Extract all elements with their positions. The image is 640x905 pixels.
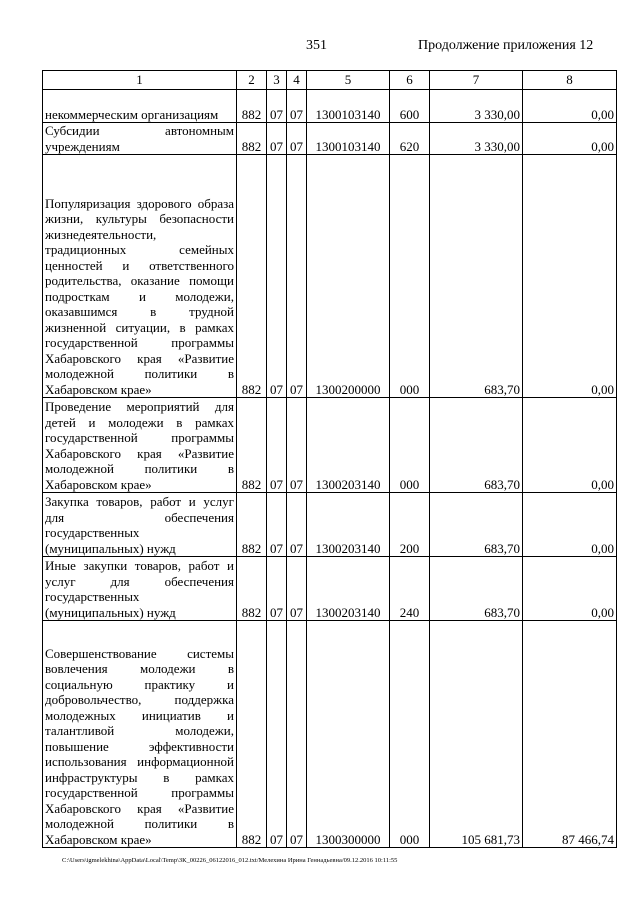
row-description: Популяризация здорового образа жизни, культуры безопасности жизнедеятельности, традиционных семейных ценностей и ответственного родительства, оказание помощи подросткам и молодежи, оказавшимся в трудной жизненной ситуации, в рамках государственной программы Хабаровского края «Развитие молодежной политики в Хабаровском крае» bbox=[43, 155, 237, 398]
amount-col-7: 3 330,00 bbox=[430, 123, 523, 155]
code-expense-type: 200 bbox=[390, 493, 430, 557]
amount-col-7: 3 330,00 bbox=[430, 90, 523, 123]
code-section: 07 bbox=[267, 123, 287, 155]
amount-col-7: 683,70 bbox=[430, 493, 523, 557]
code-expense-type: 240 bbox=[390, 557, 430, 621]
code-target-article: 1300103140 bbox=[307, 90, 390, 123]
table-row bbox=[43, 557, 617, 621]
code-admin: 882 bbox=[237, 123, 267, 155]
code-target-article: 1300203140 bbox=[307, 398, 390, 493]
code-admin: 882 bbox=[237, 493, 267, 557]
row-description: Совершенствование системы вовлечения молодежи в социальную практику и добровольчество, поддержка молодежных инициатив и талантливой молодежи, повышение эффективности использования информационной инфраструктуры в рамках государственной программы Хабаровского края «Развитие молодежной политики в Хабаровском крае» bbox=[43, 621, 237, 848]
footer-file-path: C:\Users\igmelekhina\AppData\Local\Temp\ЗК_00226_06122016_012.txt/Мелехина Ирина Геннадьевна/09.12.2016 10:11:55 bbox=[62, 857, 398, 864]
code-section: 07 bbox=[267, 557, 287, 621]
code-section: 07 bbox=[267, 621, 287, 848]
amount-col-8: 87 466,74 bbox=[523, 621, 617, 848]
code-subsection: 07 bbox=[287, 493, 307, 557]
code-admin: 882 bbox=[237, 155, 267, 398]
code-admin: 882 bbox=[237, 398, 267, 493]
code-section: 07 bbox=[267, 398, 287, 493]
amount-col-7: 683,70 bbox=[430, 155, 523, 398]
column-header: 5 bbox=[307, 71, 390, 90]
code-section: 07 bbox=[267, 90, 287, 123]
amount-col-7: 683,70 bbox=[430, 398, 523, 493]
code-expense-type: 000 bbox=[390, 398, 430, 493]
code-subsection: 07 bbox=[287, 155, 307, 398]
row-description: Проведение мероприятий для детей и молодежи в рамках государственной программы Хабаровского края «Развитие молодежной политики в Хабаровском крае» bbox=[43, 398, 237, 493]
code-admin: 882 bbox=[237, 557, 267, 621]
code-subsection: 07 bbox=[287, 557, 307, 621]
amount-col-7: 683,70 bbox=[430, 557, 523, 621]
table-row bbox=[43, 155, 617, 398]
table-row bbox=[43, 621, 617, 848]
amount-col-8: 0,00 bbox=[523, 123, 617, 155]
code-section: 07 bbox=[267, 155, 287, 398]
row-description: Иные закупки товаров, работ и услуг для обеспечения государственных (муниципальных) нужд bbox=[43, 557, 237, 621]
column-header: 6 bbox=[390, 71, 430, 90]
amount-col-8: 0,00 bbox=[523, 90, 617, 123]
code-section: 07 bbox=[267, 493, 287, 557]
column-header: 2 bbox=[237, 71, 267, 90]
column-header: 4 bbox=[287, 71, 307, 90]
code-admin: 882 bbox=[237, 90, 267, 123]
row-description: Субсидии автономным учреждениям bbox=[43, 123, 237, 155]
code-expense-type: 000 bbox=[390, 155, 430, 398]
column-header: 8 bbox=[523, 71, 617, 90]
code-target-article: 1300200000 bbox=[307, 155, 390, 398]
table-row bbox=[43, 90, 617, 123]
code-target-article: 1300203140 bbox=[307, 493, 390, 557]
amount-col-8: 0,00 bbox=[523, 398, 617, 493]
code-admin: 882 bbox=[237, 621, 267, 848]
code-subsection: 07 bbox=[287, 398, 307, 493]
amount-col-8: 0,00 bbox=[523, 155, 617, 398]
table-header-row bbox=[43, 71, 617, 90]
code-expense-type: 000 bbox=[390, 621, 430, 848]
amount-col-8: 0,00 bbox=[523, 557, 617, 621]
row-description: некоммерческим организациям bbox=[43, 90, 237, 123]
code-expense-type: 600 bbox=[390, 90, 430, 123]
table-row bbox=[43, 123, 617, 155]
amount-col-8: 0,00 bbox=[523, 493, 617, 557]
column-header: 3 bbox=[267, 71, 287, 90]
appendix-continuation-title: Продолжение приложения 12 bbox=[418, 38, 594, 53]
code-expense-type: 620 bbox=[390, 123, 430, 155]
column-header: 7 bbox=[430, 71, 523, 90]
code-target-article: 1300300000 bbox=[307, 621, 390, 848]
page-number: 351 bbox=[306, 38, 327, 53]
code-target-article: 1300203140 bbox=[307, 557, 390, 621]
code-subsection: 07 bbox=[287, 90, 307, 123]
table-row bbox=[43, 398, 617, 493]
table-row bbox=[43, 493, 617, 557]
amount-col-7: 105 681,73 bbox=[430, 621, 523, 848]
column-header: 1 bbox=[43, 71, 237, 90]
row-description: Закупка товаров, работ и услуг для обеспечения государственных (муниципальных) нужд bbox=[43, 493, 237, 557]
budget-table bbox=[42, 70, 617, 848]
code-subsection: 07 bbox=[287, 621, 307, 848]
code-target-article: 1300103140 bbox=[307, 123, 390, 155]
code-subsection: 07 bbox=[287, 123, 307, 155]
